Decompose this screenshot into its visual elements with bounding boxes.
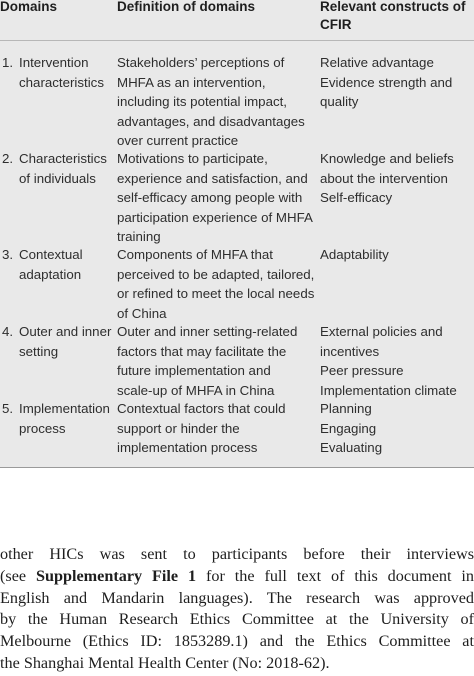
row-number: 4. [2, 324, 14, 339]
construct-line: Relative advantage [320, 55, 434, 70]
row-definition [117, 322, 313, 400]
row-definition [117, 149, 313, 247]
row-constructs [320, 322, 470, 400]
definition-line: Components of MHFA that [117, 247, 273, 262]
definition-line: self-efficacy among people with [117, 190, 303, 205]
row-constructs [320, 399, 470, 458]
header-definition: Definition of domains [117, 0, 255, 14]
header-domains: Domains [0, 0, 58, 14]
row-number: 2. [2, 151, 14, 166]
domain-line: Characteristics [19, 151, 107, 166]
definition-line: including its potential impact, [117, 94, 287, 109]
domain-line: characteristics [19, 74, 104, 90]
domain-line: process [19, 420, 66, 436]
paragraph-line: other HICs was sent to participants before their interviews [0, 545, 474, 563]
definition-line: scale-up of MHFA in China [117, 382, 275, 398]
construct-line: Evaluating [320, 440, 383, 455]
domain-line: Intervention [19, 55, 89, 70]
row-definition [117, 53, 313, 151]
domain-line: of individuals [19, 170, 96, 186]
paragraph-line: Melbourne (Ethics ID: 1853289.1) and the Ethics Committee at [0, 632, 474, 651]
construct-line: quality [320, 94, 359, 109]
domain-line: setting [19, 343, 59, 359]
row-domain [19, 399, 111, 438]
definition-line: or refined to meet the local needs [117, 286, 315, 301]
paragraph-line: English and Mandarin languages). The research was approved [0, 588, 474, 607]
construct-line: Peer pressure [320, 363, 404, 378]
row-constructs [320, 245, 470, 265]
definition-line: support or hinder the [117, 420, 240, 436]
construct-line: Planning [320, 401, 372, 416]
header-constructs-line2: CFIR [320, 17, 352, 32]
definition-line: over current practice [117, 133, 239, 148]
definition-line: advantages, and disadvantages [117, 113, 305, 129]
paragraph-line: by the Human Research Ethics Committee at the University of [0, 610, 474, 629]
body-paragraph [0, 544, 474, 675]
domain-line: adaptation [19, 266, 82, 282]
row-definition [117, 399, 313, 458]
header-constructs-line1: Relevant constructs of [320, 0, 466, 14]
definition-line: Stakeholders’ perceptions of [117, 55, 285, 70]
definition-line: MHFA as an intervention, [117, 74, 266, 90]
row-domain [19, 149, 111, 188]
row-number: 1. [2, 55, 14, 70]
paragraph-text: (see [0, 566, 36, 585]
definition-line: future implementation and [117, 363, 271, 378]
header-constructs [320, 0, 470, 34]
definition-line: implementation process [117, 440, 258, 455]
construct-line: Self-efficacy [320, 190, 393, 205]
definition-line: Contextual factors that could [117, 401, 286, 416]
supplementary-file-link[interactable]: Supplementary File 1 [35, 566, 197, 585]
construct-line: Implementation climate [320, 382, 457, 398]
definition-line: participation experience of MHFA [117, 209, 313, 225]
row-domain [19, 53, 111, 92]
row-domain [19, 245, 111, 284]
row-constructs [320, 53, 470, 112]
row-number: 5. [2, 401, 14, 416]
row-definition [117, 245, 313, 323]
construct-line: Evidence strength and [320, 74, 453, 90]
construct-line: incentives [320, 343, 380, 359]
paragraph-text: for the full text of this document in [196, 566, 474, 585]
definition-line: training [117, 229, 161, 244]
table-bottom-rule [0, 467, 474, 468]
construct-line: Knowledge and beliefs [320, 151, 454, 166]
row-constructs [320, 149, 470, 208]
domain-line: Outer and inner [19, 324, 112, 339]
definition-line: Outer and inner setting-related [117, 324, 298, 339]
row-domain [19, 322, 111, 361]
definition-line: factors that may facilitate the [117, 343, 287, 359]
definition-line: experience and satisfaction, and [117, 170, 308, 186]
definition-line: Motivations to participate, [117, 151, 268, 166]
construct-line: Engaging [320, 420, 377, 436]
definition-line: perceived to be adapted, tailored, [117, 266, 315, 282]
row-number: 3. [2, 247, 14, 262]
definition-line: of China [117, 305, 167, 321]
construct-line: Adaptability [320, 247, 389, 262]
paragraph-line [0, 566, 474, 588]
construct-line: about the intervention [320, 170, 448, 186]
table-header [0, 0, 474, 41]
domain-line: Contextual [19, 247, 83, 262]
construct-line: External policies and [320, 324, 443, 339]
domain-line: Implementation [19, 401, 110, 416]
paragraph-line: the Shanghai Mental Health Center (No: 2018-62). [0, 653, 330, 672]
